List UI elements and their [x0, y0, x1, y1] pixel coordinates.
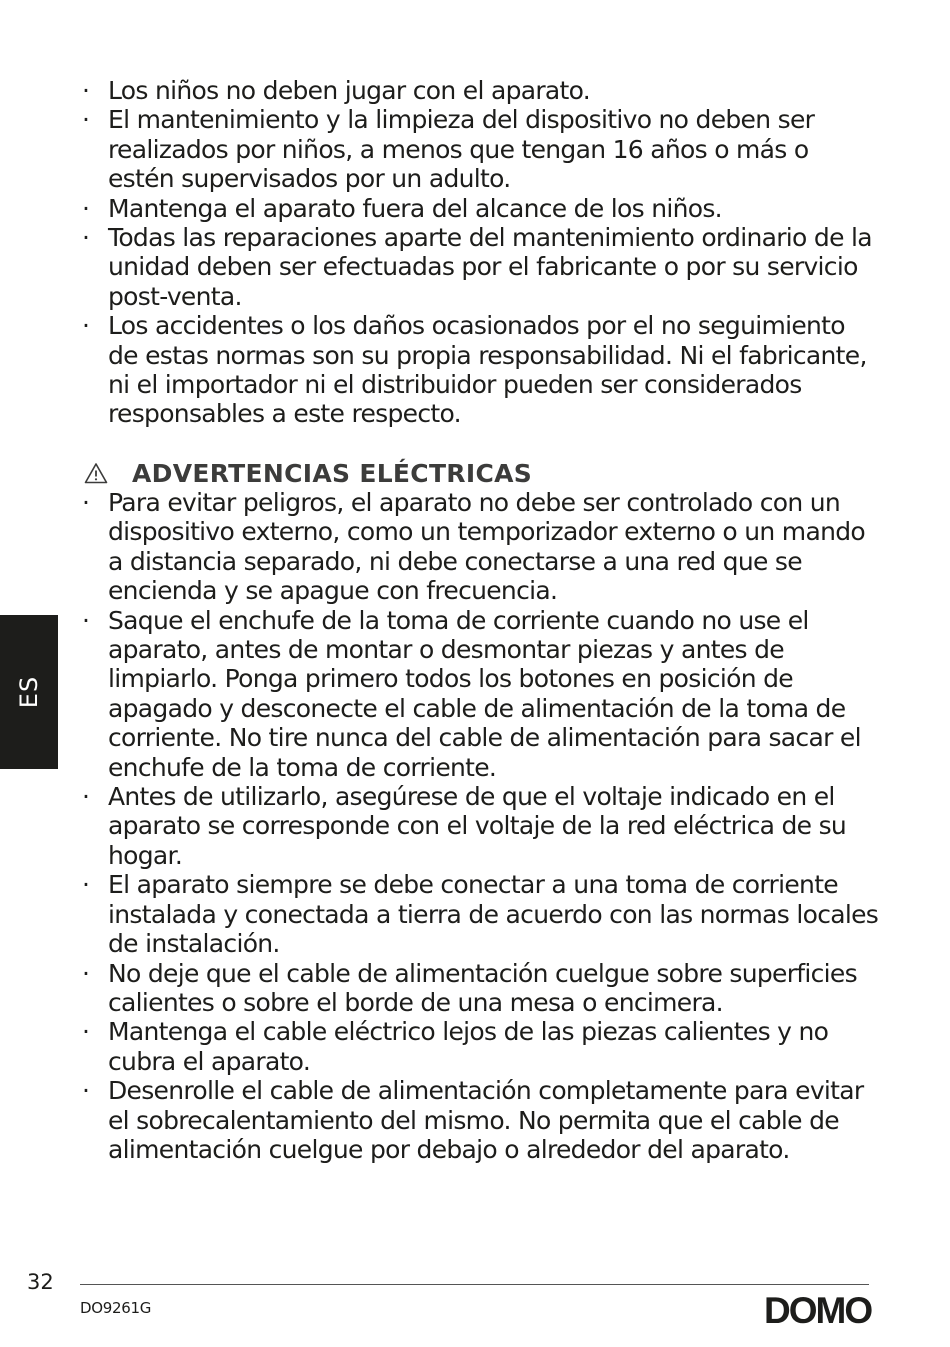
bullet: ·	[82, 223, 90, 253]
list-item	[80, 105, 880, 193]
section-heading-text: ADVERTENCIAS ELÉCTRICAS	[132, 458, 533, 488]
list-item	[80, 1017, 880, 1076]
list-item-text: Mantenga el aparato fuera del alcance de los niños.	[108, 193, 722, 223]
list-item	[80, 194, 880, 223]
bullet: ·	[82, 488, 90, 517]
brand-logo: DOMO	[764, 1290, 872, 1331]
bullet: ·	[82, 311, 90, 341]
bullet: ·	[82, 1017, 90, 1047]
language-tab	[0, 615, 58, 769]
bullet: ·	[82, 782, 90, 812]
list-item-text: Desenrolle el cable de alimentación completamente para evitar el sobrecalentamiento del mismo. No permita que el cable de alimentación cuelgue por debajo o alrededor del aparato.	[108, 1076, 864, 1164]
list-item-text: Mantenga el cable eléctrico lejos de las piezas calientes y no cubra el aparato.	[108, 1017, 829, 1076]
list-item-text: El aparato siempre se debe conectar a una toma de corriente instalada y conectada a tierra de acuerdo con las normas locales de instalación.	[108, 870, 879, 959]
bullet: ·	[82, 1076, 90, 1106]
list-item-text: Para evitar peligros, el aparato no debe ser controlado con un dispositivo externo, como un temporizador externo o un mando a distancia separado, ni debe conectarse a una red que se encienda y se apague con frecuencia.	[108, 488, 865, 606]
bullet: ·	[82, 105, 90, 135]
general-safety-list	[80, 76, 880, 429]
electrical-warnings-list	[80, 488, 880, 1164]
bullet: ·	[82, 605, 90, 635]
model-number: DO9261G	[80, 1299, 152, 1317]
list-item	[80, 606, 880, 782]
list-item	[80, 782, 880, 870]
page-number: 32	[27, 1270, 54, 1294]
list-item	[80, 311, 880, 429]
bullet: ·	[82, 870, 90, 900]
list-item-text: Antes de utilizarlo, asegúrese de que el voltaje indicado en el aparato se corresponde con el voltaje de la red eléctrica de su hogar.	[108, 782, 847, 870]
language-tab-label: ES	[15, 675, 43, 709]
warning-triangle-icon	[84, 462, 108, 484]
bullet: ·	[82, 958, 90, 988]
bullet: ·	[82, 193, 90, 223]
bullet: ·	[82, 76, 90, 105]
list-item	[80, 870, 880, 958]
list-item-text: Los niños no deben jugar con el aparato.	[108, 76, 591, 105]
list-item	[80, 959, 880, 1018]
list-item	[80, 223, 880, 311]
list-item	[80, 1076, 880, 1164]
list-item	[80, 76, 880, 105]
list-item-text: Todas las reparaciones aparte del mantenimiento ordinario de la unidad deben ser efectuadas por el fabricante o por su servicio post-venta.	[108, 223, 872, 311]
list-item-text: Saque el enchufe de la toma de corriente cuando no use el aparato, antes de montar o desmontar piezas y antes de limpiarlo. Ponga primero todos los botones en posición de apagado y desconecte el cable de alimentación de la toma de corriente. No tire nunca del cable de alimentación para sacar el enchufe de la toma de corriente.	[108, 605, 861, 782]
list-item	[80, 488, 880, 606]
list-item-text: No deje que el cable de alimentación cuelgue sobre superficies calientes o sobre el borde de una mesa o encimera.	[108, 958, 857, 1017]
section-heading	[84, 456, 532, 490]
footer-divider	[80, 1284, 869, 1285]
list-item-text: Los accidentes o los daños ocasionados por el no seguimiento de estas normas son su propia responsabilidad. Ni el fabricante, ni el importador ni el distribuidor pueden ser considerados responsables a este respecto.	[108, 311, 867, 429]
list-item-text: El mantenimiento y la limpieza del dispositivo no deben ser realizados por niños, a menos que tengan 16 años o más o estén supervisados por un adulto.	[108, 105, 815, 194]
